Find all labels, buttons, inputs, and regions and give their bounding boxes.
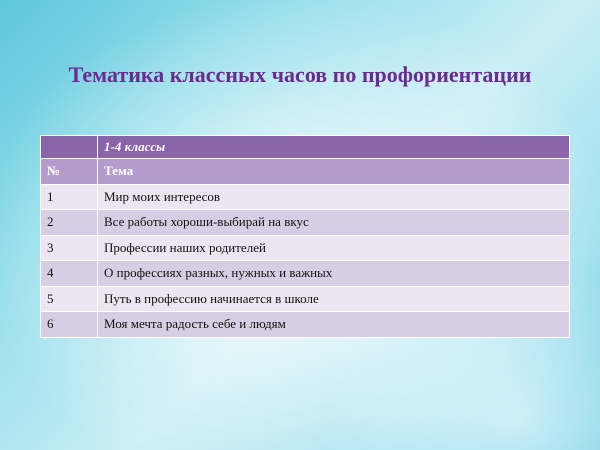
header-topic: Тема <box>98 159 570 185</box>
row-topic: Мир моих интересов <box>98 184 570 210</box>
grade-label: 1-4 классы <box>98 136 570 159</box>
row-topic: О профессиях разных, нужных и важных <box>98 261 570 287</box>
topics-table <box>40 135 570 338</box>
row-topic: Путь в профессию начинается в школе <box>98 286 570 312</box>
table-row <box>41 261 570 287</box>
row-num: 3 <box>41 235 98 261</box>
row-num: 5 <box>41 286 98 312</box>
row-num: 6 <box>41 312 98 338</box>
grade-row <box>41 136 570 159</box>
table-row <box>41 235 570 261</box>
table-row <box>41 286 570 312</box>
header-row <box>41 159 570 185</box>
table-row <box>41 184 570 210</box>
row-topic: Профессии наших родителей <box>98 235 570 261</box>
row-topic: Все работы хороши-выбирай на вкус <box>98 210 570 236</box>
row-num: 1 <box>41 184 98 210</box>
grade-empty-cell <box>41 136 98 159</box>
row-topic: Моя мечта радость себе и людям <box>98 312 570 338</box>
row-num: 2 <box>41 210 98 236</box>
header-num: № <box>41 159 98 185</box>
table-row <box>41 210 570 236</box>
slide-title: Тематика классных часов по профориентации <box>68 62 532 87</box>
row-num: 4 <box>41 261 98 287</box>
table-row <box>41 312 570 338</box>
